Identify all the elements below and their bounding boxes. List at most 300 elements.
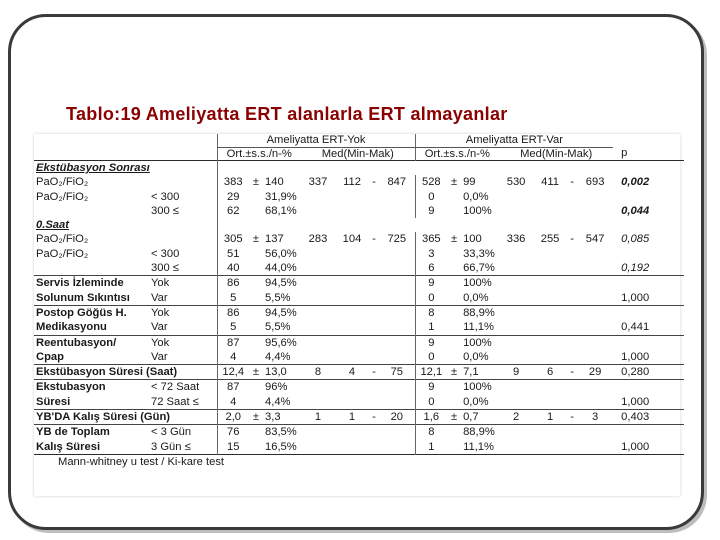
row-sublabel: Yok — [151, 277, 170, 290]
cell-ert-yok-2: 140 — [265, 176, 284, 189]
cell-ert-var-4 — [533, 335, 567, 350]
cell-ert-var-2: 100% — [463, 336, 492, 349]
cell-ert-var-1: ± — [451, 233, 458, 246]
cell-ert-yok-4: 112 — [343, 176, 361, 189]
cell-ert-var-5 — [567, 335, 577, 350]
cell-ert-yok-1 — [249, 425, 263, 440]
cell-ert-yok-4 — [335, 305, 369, 320]
row-sublabel: < 3 Gün — [151, 426, 192, 439]
cell-ert-var-4 — [533, 276, 567, 291]
cell-ert-var-4 — [533, 395, 567, 410]
row-sublabel: Yok — [151, 306, 170, 319]
row-label: PaO₂/FiO₂ — [36, 176, 89, 189]
col-header-mean-var: Ort.±s.s./n-% — [415, 147, 499, 161]
cell-ert-var-0: 8 — [415, 425, 447, 440]
row-sublabel: < 72 Saat — [151, 381, 200, 394]
cell-ert-var-6 — [577, 305, 613, 320]
cell-ert-var-3 — [499, 395, 533, 410]
cell-ert-yok-5: - — [372, 411, 376, 424]
cell-ert-yok-2: 94,5% — [265, 306, 297, 319]
slide-title: Tablo:19 Ameliyatta ERT alanlarla ERT almayanlar — [66, 104, 508, 124]
cell-ert-var-0: 1,6 — [415, 410, 447, 425]
table-row — [34, 350, 684, 365]
cell-ert-yok-0: 4 — [217, 395, 249, 410]
p-value: 0,280 — [621, 366, 650, 379]
cell-ert-yok-1 — [249, 276, 263, 291]
cell-ert-var-4: 6 — [546, 366, 554, 379]
cell-ert-var-0: 0 — [415, 395, 447, 410]
cell-ert-var-3 — [499, 261, 533, 276]
cell-ert-var-0: 6 — [415, 261, 447, 276]
cell-ert-var-2: 11,1% — [463, 440, 494, 453]
cell-ert-var-5 — [567, 440, 577, 455]
cell-ert-yok-3 — [301, 380, 335, 395]
cell-ert-yok-4 — [335, 425, 369, 440]
cell-ert-yok-3: 283 — [308, 233, 328, 246]
row-label: YB de Toplam — [36, 426, 110, 439]
row-sublabel: < 300 — [151, 247, 180, 260]
cell-ert-yok-3 — [301, 190, 335, 204]
row-label: YB'DA Kalış Süresi (Gün) — [36, 411, 171, 424]
cell-ert-var-6 — [577, 350, 613, 365]
cell-ert-var-5 — [567, 350, 577, 365]
p-value — [613, 425, 684, 440]
cell-ert-yok-3 — [301, 291, 335, 306]
cell-ert-yok-5: - — [372, 233, 376, 246]
cell-ert-var-0: 9 — [415, 380, 447, 395]
cell-ert-yok-4 — [335, 190, 369, 204]
row-label — [34, 204, 149, 218]
cell-ert-yok-2: 95,6% — [265, 336, 297, 349]
cell-ert-yok-0: 51 — [217, 247, 249, 261]
table-row — [34, 365, 684, 380]
table-row — [34, 247, 684, 261]
cell-ert-var-0: 3 — [415, 247, 447, 261]
cell-ert-yok-6 — [379, 380, 415, 395]
cell-ert-yok-4 — [335, 320, 369, 335]
cell-ert-var-5: - — [570, 411, 574, 424]
cell-ert-yok-2: 44,0% — [265, 262, 297, 275]
cell-ert-yok-4: 104 — [342, 233, 362, 246]
cell-ert-yok-1 — [249, 190, 263, 204]
cell-ert-var-2: 99 — [463, 176, 476, 189]
cell-ert-yok-6 — [379, 350, 415, 365]
cell-ert-var-6: 547 — [585, 233, 605, 246]
cell-ert-yok-6: 725 — [387, 233, 407, 246]
cell-ert-yok-0: 15 — [217, 440, 249, 455]
row-sublabel: Var — [151, 291, 168, 304]
cell-ert-yok-5 — [369, 291, 379, 306]
cell-ert-var-6 — [577, 261, 613, 276]
cell-ert-yok-1 — [249, 440, 263, 455]
cell-ert-yok-4 — [335, 395, 369, 410]
cell-ert-var-6 — [577, 380, 613, 395]
cell-ert-yok-1 — [249, 350, 263, 365]
cell-ert-var-1 — [447, 320, 461, 335]
cell-ert-var-4 — [533, 425, 567, 440]
row-label: PaO₂/FiO₂ — [36, 247, 89, 260]
cell-ert-yok-2: 16,5% — [265, 440, 297, 453]
cell-ert-yok-4: 4 — [348, 366, 356, 379]
row-label: Medikasyonu — [36, 321, 107, 334]
cell-ert-yok-2: 4,4% — [265, 350, 291, 363]
cell-ert-var-1: ± — [451, 176, 458, 189]
row-sublabel: 72 Saat ≤ — [151, 395, 199, 408]
cell-ert-var-2: 88,9% — [463, 306, 495, 319]
cell-ert-var-2: 100% — [463, 204, 492, 217]
cell-ert-yok-1 — [249, 247, 263, 261]
cell-ert-var-3 — [499, 350, 533, 365]
p-value: 0,044 — [621, 204, 650, 217]
cell-ert-var-6 — [577, 425, 613, 440]
row-label — [34, 261, 149, 276]
table-row — [34, 190, 684, 204]
cell-ert-var-5 — [567, 291, 577, 306]
cell-ert-var-4: 255 — [540, 233, 560, 246]
cell-ert-var-3 — [499, 425, 533, 440]
table-row — [34, 261, 684, 276]
cell-ert-var-5 — [567, 190, 577, 204]
cell-ert-yok-2: 31,9% — [265, 190, 297, 203]
cell-ert-yok-2: 4,4% — [265, 395, 291, 408]
table-row — [34, 440, 684, 455]
p-value — [613, 305, 684, 320]
cell-ert-yok-2: 94,5% — [265, 277, 297, 290]
cell-ert-var-2: 88,9% — [463, 426, 495, 439]
p-value — [613, 335, 684, 350]
p-value — [613, 247, 684, 261]
cell-ert-yok-5 — [369, 305, 379, 320]
cell-ert-yok-2: 68,1% — [265, 204, 297, 217]
cell-ert-var-0: 1 — [415, 320, 447, 335]
cell-ert-var-1 — [447, 276, 461, 291]
row-label: Kalış Süresi — [36, 440, 101, 453]
row-label: PaO₂/FiO₂ — [36, 233, 89, 246]
row-label: Ekstübasyon Süresi (Saat) — [36, 366, 178, 379]
results-table-grid — [34, 134, 684, 469]
section-spacer — [217, 218, 684, 232]
cell-ert-var-3 — [499, 190, 533, 204]
table-row — [34, 305, 684, 320]
cell-ert-var-5: - — [570, 176, 574, 189]
cell-ert-var-5 — [567, 204, 577, 218]
table-row — [34, 291, 684, 306]
row-label: Postop Göğüs H. — [36, 306, 127, 319]
p-value: 1,000 — [621, 291, 650, 304]
cell-ert-yok-4 — [335, 350, 369, 365]
row-label: Solunum Sıkıntısı — [36, 291, 130, 304]
p-value: 1,000 — [621, 350, 650, 363]
cell-ert-yok-1 — [249, 335, 263, 350]
footnote: Mann-whitney u test / Ki-kare test — [58, 455, 225, 468]
row-sublabel: Yok — [151, 336, 170, 349]
cell-ert-var-0: 9 — [415, 335, 447, 350]
cell-ert-var-0: 1 — [415, 440, 447, 455]
table-row — [34, 335, 684, 350]
section-label: Ekstübasyon Sonrası — [36, 162, 150, 174]
cell-ert-var-0: 0 — [415, 350, 447, 365]
cell-ert-var-6 — [577, 276, 613, 291]
row-label: Servis İzleminde — [36, 277, 124, 290]
cell-ert-yok-2: 83,5% — [265, 426, 297, 439]
cell-ert-var-4 — [533, 305, 567, 320]
cell-ert-var-6 — [577, 335, 613, 350]
cell-ert-yok-1 — [249, 380, 263, 395]
cell-ert-yok-0: 86 — [217, 305, 249, 320]
cell-ert-yok-3 — [301, 261, 335, 276]
cell-ert-var-2: 0,7 — [463, 411, 479, 424]
cell-ert-var-1 — [447, 190, 461, 204]
col-header-p: p — [621, 147, 628, 160]
cell-ert-var-2: 100% — [463, 277, 492, 290]
cell-ert-var-6 — [577, 395, 613, 410]
cell-ert-yok-2: 3,3 — [265, 411, 281, 424]
footnote-row — [34, 454, 684, 469]
cell-ert-yok-6 — [379, 204, 415, 218]
table-body — [34, 134, 684, 469]
cell-ert-var-0: 8 — [415, 305, 447, 320]
cell-ert-yok-5 — [369, 335, 379, 350]
cell-ert-yok-4 — [335, 276, 369, 291]
p-value: 0,192 — [621, 262, 650, 275]
p-value: 1,000 — [621, 395, 650, 408]
col-header-median-var: Med(Min-Mak) — [520, 147, 593, 160]
cell-ert-var-4 — [533, 190, 567, 204]
cell-ert-yok-0: 76 — [217, 425, 249, 440]
cell-ert-var-2: 0,0% — [463, 291, 489, 304]
cell-ert-yok-6 — [379, 335, 415, 350]
cell-ert-var-3 — [499, 305, 533, 320]
cell-ert-yok-0: 40 — [217, 261, 249, 276]
cell-ert-var-1: ± — [451, 366, 458, 379]
cell-ert-var-4 — [533, 350, 567, 365]
section-label: 0.Saat — [36, 219, 69, 232]
cell-ert-var-1 — [447, 425, 461, 440]
cell-ert-yok-1 — [249, 395, 263, 410]
row-sublabel: 3 Gün ≤ — [151, 440, 191, 453]
cell-ert-yok-5 — [369, 204, 379, 218]
cell-ert-var-3: 2 — [512, 411, 520, 424]
cell-ert-var-1: ± — [451, 411, 458, 424]
cell-ert-yok-0: 87 — [217, 335, 249, 350]
cell-ert-yok-5 — [369, 350, 379, 365]
cell-ert-yok-3: 8 — [314, 366, 322, 379]
cell-ert-var-6 — [577, 291, 613, 306]
cell-ert-var-5 — [567, 276, 577, 291]
cell-ert-var-3: 530 — [506, 176, 526, 189]
cell-ert-yok-0: 62 — [217, 204, 249, 218]
cell-ert-var-5 — [567, 395, 577, 410]
cell-ert-yok-3 — [301, 276, 335, 291]
row-sublabel: Var — [151, 321, 168, 334]
cell-ert-var-3: 9 — [512, 366, 520, 379]
cell-ert-var-0: 9 — [415, 204, 447, 218]
cell-ert-yok-6 — [379, 320, 415, 335]
cell-ert-yok-6 — [379, 276, 415, 291]
cell-ert-var-6: 29 — [588, 366, 602, 379]
p-value — [613, 190, 684, 204]
row-sublabel: 300 ≤ — [151, 204, 179, 217]
cell-ert-var-0: 0 — [415, 291, 447, 306]
col-header-median-yok: Med(Min-Mak) — [321, 147, 394, 160]
cell-ert-var-6 — [577, 204, 613, 218]
p-value: 1,000 — [621, 440, 650, 453]
cell-ert-yok-6: 847 — [387, 176, 407, 189]
cell-ert-yok-6 — [379, 440, 415, 455]
cell-ert-yok-0: 87 — [217, 380, 249, 395]
cell-ert-var-1 — [447, 305, 461, 320]
table-row — [34, 175, 684, 189]
cell-ert-var-4: 411 — [541, 176, 559, 189]
cell-ert-yok-1: ± — [252, 233, 260, 246]
cell-ert-var-5: - — [570, 233, 574, 246]
row-label: Süresi — [36, 395, 71, 408]
cell-ert-yok-4 — [335, 261, 369, 276]
row-label: Cpap — [36, 350, 64, 363]
table-row — [34, 410, 684, 425]
cell-ert-yok-0: 29 — [217, 190, 249, 204]
cell-ert-var-4 — [533, 320, 567, 335]
cell-ert-var-0: 9 — [415, 276, 447, 291]
cell-ert-var-3 — [499, 320, 533, 335]
cell-ert-yok-6 — [379, 190, 415, 204]
table-row — [34, 204, 684, 218]
cell-ert-yok-5 — [369, 320, 379, 335]
cell-ert-var-5 — [567, 425, 577, 440]
cell-ert-yok-4: 1 — [348, 411, 356, 424]
cell-ert-yok-1: ± — [252, 366, 260, 379]
cell-ert-yok-2: 13,0 — [265, 366, 287, 379]
cell-ert-yok-2: 137 — [265, 233, 284, 246]
cell-ert-var-1 — [447, 380, 461, 395]
cell-ert-var-5 — [567, 261, 577, 276]
cell-ert-yok-5 — [369, 247, 379, 261]
row-sublabel — [149, 232, 217, 246]
cell-ert-var-4 — [533, 261, 567, 276]
row-label: PaO₂/FiO₂ — [36, 190, 89, 203]
cell-ert-yok-0: 5 — [217, 320, 249, 335]
p-value — [613, 380, 684, 395]
cell-ert-yok-6 — [379, 305, 415, 320]
row-sublabel — [149, 175, 217, 189]
cell-ert-var-2: 100 — [463, 233, 482, 246]
table-row — [34, 425, 684, 440]
cell-ert-yok-1 — [249, 261, 263, 276]
cell-ert-yok-2: 56,0% — [265, 247, 297, 260]
section-row — [34, 218, 684, 232]
cell-ert-yok-5 — [369, 276, 379, 291]
cell-ert-yok-1 — [249, 204, 263, 218]
cell-ert-var-6: 3 — [592, 411, 599, 424]
table-row — [34, 232, 684, 246]
row-label: Reentubasyon/ — [36, 336, 117, 349]
cell-ert-var-4 — [533, 247, 567, 261]
cell-ert-yok-4 — [335, 204, 369, 218]
cell-ert-yok-0: 12,4 — [217, 365, 249, 380]
cell-ert-yok-6: 20 — [390, 411, 404, 424]
cell-ert-var-1 — [447, 204, 461, 218]
cell-ert-yok-4 — [335, 291, 369, 306]
cell-ert-var-6 — [577, 190, 613, 204]
cell-ert-var-2: 0,0% — [463, 190, 489, 203]
table-row — [34, 320, 684, 335]
cell-ert-yok-0: 305 — [217, 232, 249, 246]
cell-ert-var-1 — [447, 291, 461, 306]
cell-ert-yok-0: 4 — [217, 350, 249, 365]
cell-ert-yok-5 — [369, 440, 379, 455]
results-table — [34, 134, 680, 496]
cell-ert-yok-6: 75 — [390, 366, 404, 379]
cell-ert-var-6 — [577, 320, 613, 335]
table-row — [34, 395, 684, 410]
cell-ert-yok-5 — [369, 380, 379, 395]
cell-ert-yok-2: 5,5% — [265, 321, 291, 334]
cell-ert-yok-0: 2,0 — [217, 410, 249, 425]
cell-ert-yok-3 — [301, 204, 335, 218]
cell-ert-var-6: 693 — [585, 176, 605, 189]
cell-ert-var-1 — [447, 335, 461, 350]
cell-ert-yok-6 — [379, 395, 415, 410]
cell-ert-yok-0: 5 — [217, 291, 249, 306]
cell-ert-var-5 — [567, 320, 577, 335]
cell-ert-var-0: 365 — [415, 232, 447, 246]
cell-ert-var-6 — [577, 247, 613, 261]
cell-ert-yok-3 — [301, 305, 335, 320]
cell-ert-yok-3 — [301, 440, 335, 455]
cell-ert-yok-4 — [335, 335, 369, 350]
cell-ert-yok-0: 383 — [217, 175, 249, 189]
cell-ert-yok-5 — [369, 395, 379, 410]
cell-ert-var-2: 33,3% — [463, 247, 495, 260]
cell-ert-yok-3: 337 — [308, 176, 328, 189]
section-row — [34, 161, 684, 176]
p-value: 0,441 — [621, 321, 650, 334]
cell-ert-var-5 — [567, 380, 577, 395]
cell-ert-var-2: 0,0% — [463, 350, 489, 363]
cell-ert-yok-1: ± — [252, 411, 260, 424]
cell-ert-yok-3 — [301, 320, 335, 335]
row-label: Ekstubasyon — [36, 381, 106, 394]
cell-ert-var-4: 1 — [546, 411, 554, 424]
cell-ert-yok-3 — [301, 425, 335, 440]
cell-ert-yok-1 — [249, 305, 263, 320]
cell-ert-yok-3 — [301, 335, 335, 350]
cell-ert-yok-2: 5,5% — [265, 291, 291, 304]
cell-ert-yok-6 — [379, 425, 415, 440]
cell-ert-yok-3: 1 — [314, 411, 322, 424]
cell-ert-var-4 — [533, 204, 567, 218]
group-header-ert-var: Ameliyatta ERT-Var — [415, 134, 613, 147]
cell-ert-var-4 — [533, 291, 567, 306]
cell-ert-yok-5 — [369, 425, 379, 440]
cell-ert-var-1 — [447, 261, 461, 276]
cell-ert-var-2: 66,7% — [463, 262, 495, 275]
cell-ert-yok-1: ± — [252, 176, 260, 189]
p-value — [613, 276, 684, 291]
cell-ert-var-3 — [499, 291, 533, 306]
cell-ert-var-3 — [499, 247, 533, 261]
cell-ert-var-5 — [567, 305, 577, 320]
cell-ert-var-0: 528 — [415, 175, 447, 189]
cell-ert-yok-0: 86 — [217, 276, 249, 291]
p-value: 0,085 — [621, 233, 650, 246]
cell-ert-yok-1 — [249, 291, 263, 306]
cell-ert-var-1 — [447, 395, 461, 410]
cell-ert-var-2: 7,1 — [463, 366, 479, 379]
cell-ert-var-6 — [577, 440, 613, 455]
cell-ert-var-3 — [499, 276, 533, 291]
cell-ert-yok-3 — [301, 247, 335, 261]
